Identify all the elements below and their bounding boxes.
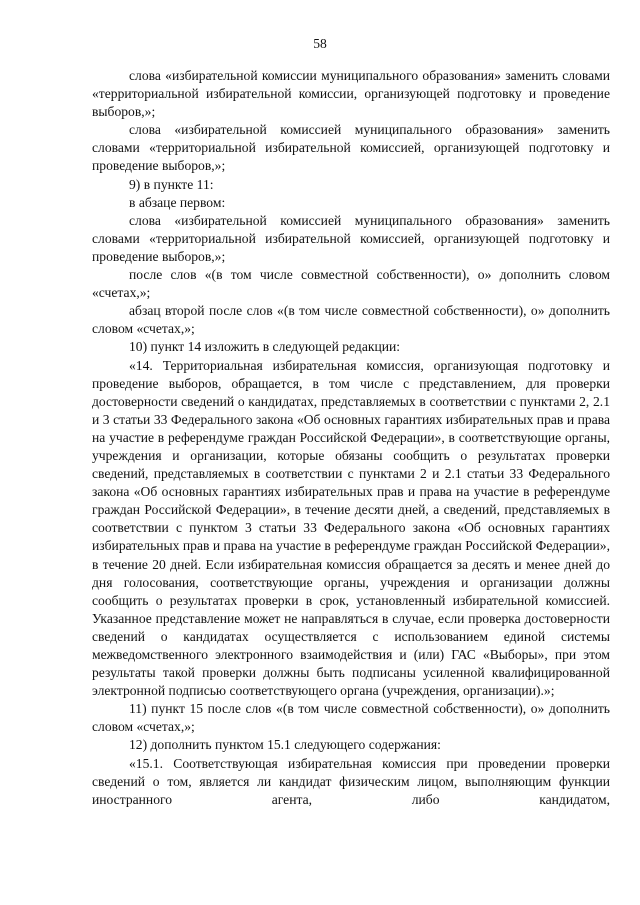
paragraph: слова «избирательной комиссии муниципального образования» заменить словами «территориальной избирательной комиссии, организующей подготовку и проведение выборов,»; xyxy=(92,68,610,120)
page-number: 58 xyxy=(313,36,327,51)
paragraph: после слов «(в том числе совместной собственности), о» дополнить словом «счетах,»; xyxy=(92,267,610,301)
paragraph: 10) пункт 14 изложить в следующей редакции: xyxy=(129,339,401,355)
document-body xyxy=(92,67,610,809)
paragraph: 9) в пункте 11: xyxy=(129,176,214,192)
paragraph: 11) пункт 15 после слов «(в том числе совместной собственности), о» дополнить словом «счетах,»; xyxy=(92,701,610,735)
paragraph: абзац второй после слов «(в том числе совместной собственности), о» дополнить словом «счетах,»; xyxy=(92,303,610,337)
paragraph: «14. Территориальная избирательная комиссия, организующая подготовку и проведение выборов, обращается, в том числе с представлением, для проверки достоверности сведений о кандидатах, представляемых в соответствии с пунктами 2, 2.1 и 3 статьи 33 Федерального закона «Об основных гарантиях избирательных прав и права на участие в референдуме граждан Российской Федерации», в соответствующие органы, учреждения и организации, которые обязаны сообщить о результатах проверки сведений, представляемых в соответствии с пунктами 2 и 2.1 статьи 33 Федерального закона «Об основных гарантиях избирательных прав и права на участие в референдуме граждан Российской Федерации», в течение десяти дней, а сведений, представляемых в соответствии с пунктом 3 статьи 33 Федерального закона «Об основных гарантиях избирательных прав и права на участие в референдуме граждан Российской Федерации», в течение 20 дней. Если избирательная комиссия обращается за десять и менее дней до дня голосования, соответствующие органы, учреждения и организации должны сообщить о результатах проверки в срок, установленный избирательной комиссией. Указанное представление может не направляться в случае, если проверка достоверности сведений о кандидатах осуществляется с использованием единой системы межведомственного электронного взаимодействия и (или) ГАС «Выборы», при этом результаты такой проверки должны быть подписаны усиленной квалифицированной электронной подписью соответствующего органа (учреждения, организации).»; xyxy=(92,357,610,699)
paragraph: «15.1. Соответствующая избирательная комиссия при проведении проверки сведений о том, является ли кандидат физическим лицом, выполняющим функции иностранного агента, либо кандидатом, xyxy=(92,755,610,807)
paragraph: в абзаце первом: xyxy=(129,194,226,210)
paragraph: слова «избирательной комиссией муниципального образования» заменить словами «территориальной избирательной комиссией, организующей подготовку и проведение выборов,»; xyxy=(92,212,610,264)
paragraph: 12) дополнить пунктом 15.1 следующего содержания: xyxy=(129,737,441,753)
paragraph: слова «избирательной комиссией муниципального образования» заменить словами «территориальной избирательной комиссией, организующей подготовку и проведение выборов,»; xyxy=(92,122,610,174)
